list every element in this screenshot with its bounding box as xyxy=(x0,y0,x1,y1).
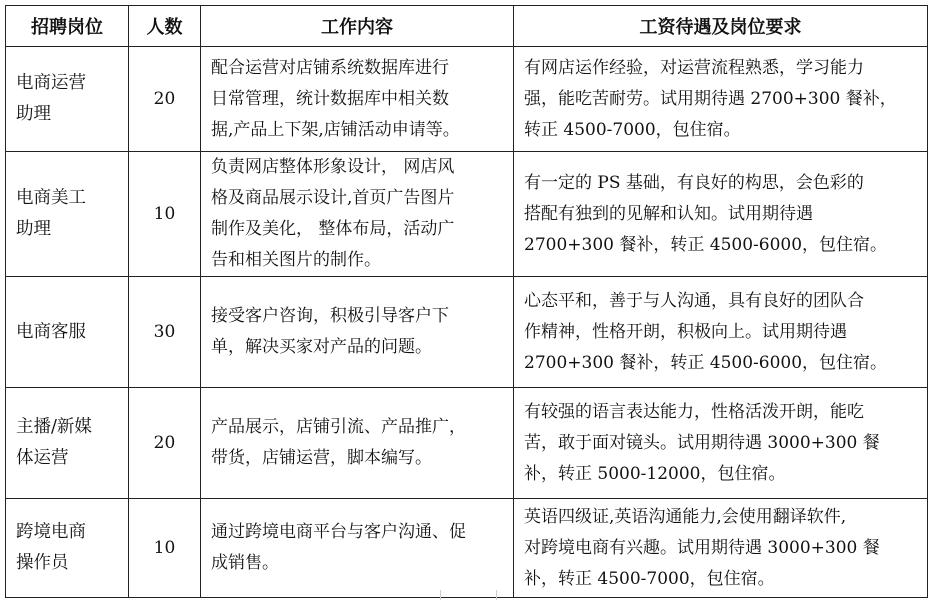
duties-cell xyxy=(201,499,514,598)
requirements-line: 补，转正 4500-7000，包住宿。 xyxy=(524,568,775,589)
position-line: 电商客服 xyxy=(16,321,86,342)
header-row xyxy=(6,6,928,47)
requirements-cell xyxy=(514,47,928,152)
duties-line: 单，解决买家对产品的问题。 xyxy=(211,337,432,357)
duties-line: 接受客户咨询，积极引导客户下 xyxy=(211,306,449,326)
table-row xyxy=(6,277,928,388)
position-cell xyxy=(6,388,129,499)
table-row xyxy=(6,499,928,598)
recruitment-table xyxy=(5,5,928,598)
position-cell xyxy=(6,47,129,152)
requirements-line: 对跨境电商有兴趣。试用期待遇 3000+300 餐 xyxy=(524,537,880,558)
duties-line: 制作及美化， 整体布局，活动广 xyxy=(211,219,455,239)
header-count: 人数 xyxy=(129,6,201,47)
requirements-cell xyxy=(514,152,928,277)
duties-cell xyxy=(201,388,514,499)
requirements-line: 有网店运作经验，对运营流程熟悉，学习能力 xyxy=(524,57,864,78)
requirements-cell xyxy=(514,277,928,388)
requirements-cell xyxy=(514,388,928,499)
position-line: 电商运营 xyxy=(16,73,86,93)
table-row xyxy=(6,388,928,499)
duties-line: 通过跨境电商平台与客户沟通、促 xyxy=(211,522,466,542)
count-cell: 20 xyxy=(129,388,201,499)
duties-line: 产品展示，店铺引流、产品推广， xyxy=(211,417,466,437)
position-line: 跨境电商 xyxy=(16,522,86,542)
position-line: 助理 xyxy=(16,104,51,124)
requirements-line: 有较强的语言表达能力，性格活泼开朗，能吃 xyxy=(524,401,864,422)
header-salary-requirements: 工资待遇及岗位要求 xyxy=(514,6,928,47)
duties-line: 配合运营对店铺系统数据库进行 xyxy=(211,57,449,78)
requirements-line: 补，转正 5000-12000，包住宿。 xyxy=(524,463,786,484)
requirements-cell xyxy=(514,499,928,598)
duties-cell xyxy=(201,277,514,388)
duties-line: 负责网店整体形象设计， 网店风 xyxy=(211,157,455,177)
requirements-line: 搭配有独到的见解和认知。试用期待遇 xyxy=(524,203,813,224)
requirements-line: 2700+300 餐补，转正 4500-6000，包住宿。 xyxy=(524,352,888,373)
requirements-line: 心态平和，善于与人沟通，具有良好的团队合 xyxy=(524,290,864,311)
requirements-line: 有一定的 PS 基础，有良好的构思，会色彩的 xyxy=(524,172,864,193)
position-line: 操作员 xyxy=(16,553,69,573)
position-cell xyxy=(6,499,129,598)
requirements-line: 英语四级证,英语沟通能力,会使用翻译软件, xyxy=(524,506,847,527)
count-cell: 30 xyxy=(129,277,201,388)
duties-line: 格及商品展示设计,首页广告图片 xyxy=(211,188,455,208)
count-cell: 10 xyxy=(129,152,201,277)
header-position: 招聘岗位 xyxy=(6,6,129,47)
requirements-line: 苦，敢于面对镜头。试用期待遇 3000+300 餐 xyxy=(524,432,880,453)
requirements-line: 强，能吃苦耐劳。试用期待遇 2700+300 餐补， xyxy=(524,88,897,109)
table-row xyxy=(6,152,928,277)
duties-line: 告和相关图片的制作。 xyxy=(211,250,381,270)
duties-cell xyxy=(201,47,514,152)
count-cell: 20 xyxy=(129,47,201,152)
table-row xyxy=(6,47,928,152)
duties-line: 带货，店铺运营，脚本编写。 xyxy=(211,448,432,468)
position-line: 体运营 xyxy=(16,448,69,468)
duties-cell xyxy=(201,152,514,277)
position-line: 电商美工 xyxy=(16,188,86,208)
header-duties: 工作内容 xyxy=(201,6,514,47)
requirements-line: 2700+300 餐补，转正 4500-6000，包住宿。 xyxy=(524,234,888,255)
requirements-line: 转正 4500-7000，包住宿。 xyxy=(524,119,741,140)
requirements-line: 作精神，性格开朗，积极向上。试用期待遇 xyxy=(524,321,847,342)
position-line: 助理 xyxy=(16,219,51,239)
position-line: 主播/新媒 xyxy=(16,417,92,437)
position-cell xyxy=(6,277,129,388)
duties-line: 日常管理，统计数据库中相关数 xyxy=(211,88,449,109)
count-cell: 10 xyxy=(129,499,201,598)
page-edge-mark xyxy=(440,590,497,600)
position-cell xyxy=(6,152,129,277)
duties-line: 成销售。 xyxy=(211,553,279,573)
duties-line: 据,产品上下架,店铺活动申请等。 xyxy=(211,119,460,140)
